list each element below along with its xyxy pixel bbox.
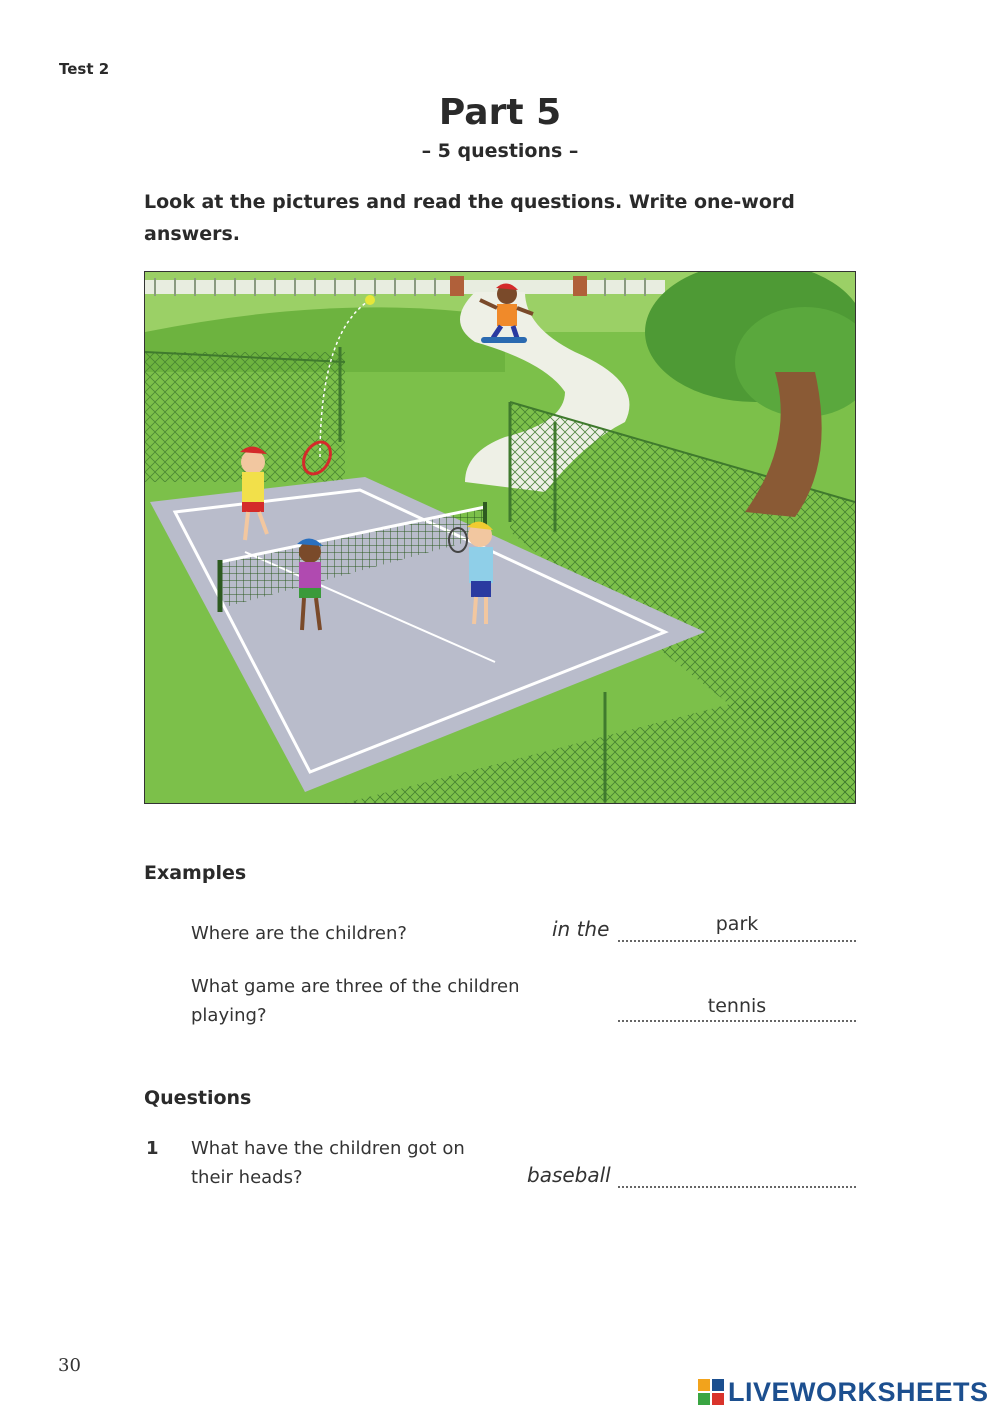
liveworksheets-logo-icon [698, 1379, 724, 1405]
question-prefix-1: baseball [527, 1163, 611, 1187]
instructions: Look at the pictures and read the questions. Write one-word answers. [144, 191, 795, 245]
part-title: Part 5 [438, 92, 562, 133]
questions-heading: Questions [144, 1087, 252, 1109]
example-answer-2: tennis [707, 995, 767, 1017]
page-number: 30 [58, 1355, 81, 1376]
tennis-park-illustration [144, 271, 856, 804]
brand-name: LIVEWORKSHEETS [728, 1376, 989, 1407]
question-answer-line-1 [618, 1186, 856, 1188]
example-answer-1: park [715, 913, 759, 935]
example-answer-line-2 [618, 1020, 856, 1022]
question-text-1: What have the children got on their heads? [191, 1138, 465, 1188]
example-answer-line-1 [618, 940, 856, 942]
examples-heading: Examples [144, 862, 247, 884]
example-question-1: Where are the children? [191, 923, 407, 944]
part-subtitle: – 5 questions – [421, 140, 579, 162]
test-label: Test 2 [59, 60, 110, 78]
question-number-1: 1 [146, 1138, 159, 1159]
brand [698, 1375, 989, 1409]
example-question-2: What game are three of the children playing? [191, 976, 520, 1026]
example-prefix-1: in the [552, 917, 610, 941]
